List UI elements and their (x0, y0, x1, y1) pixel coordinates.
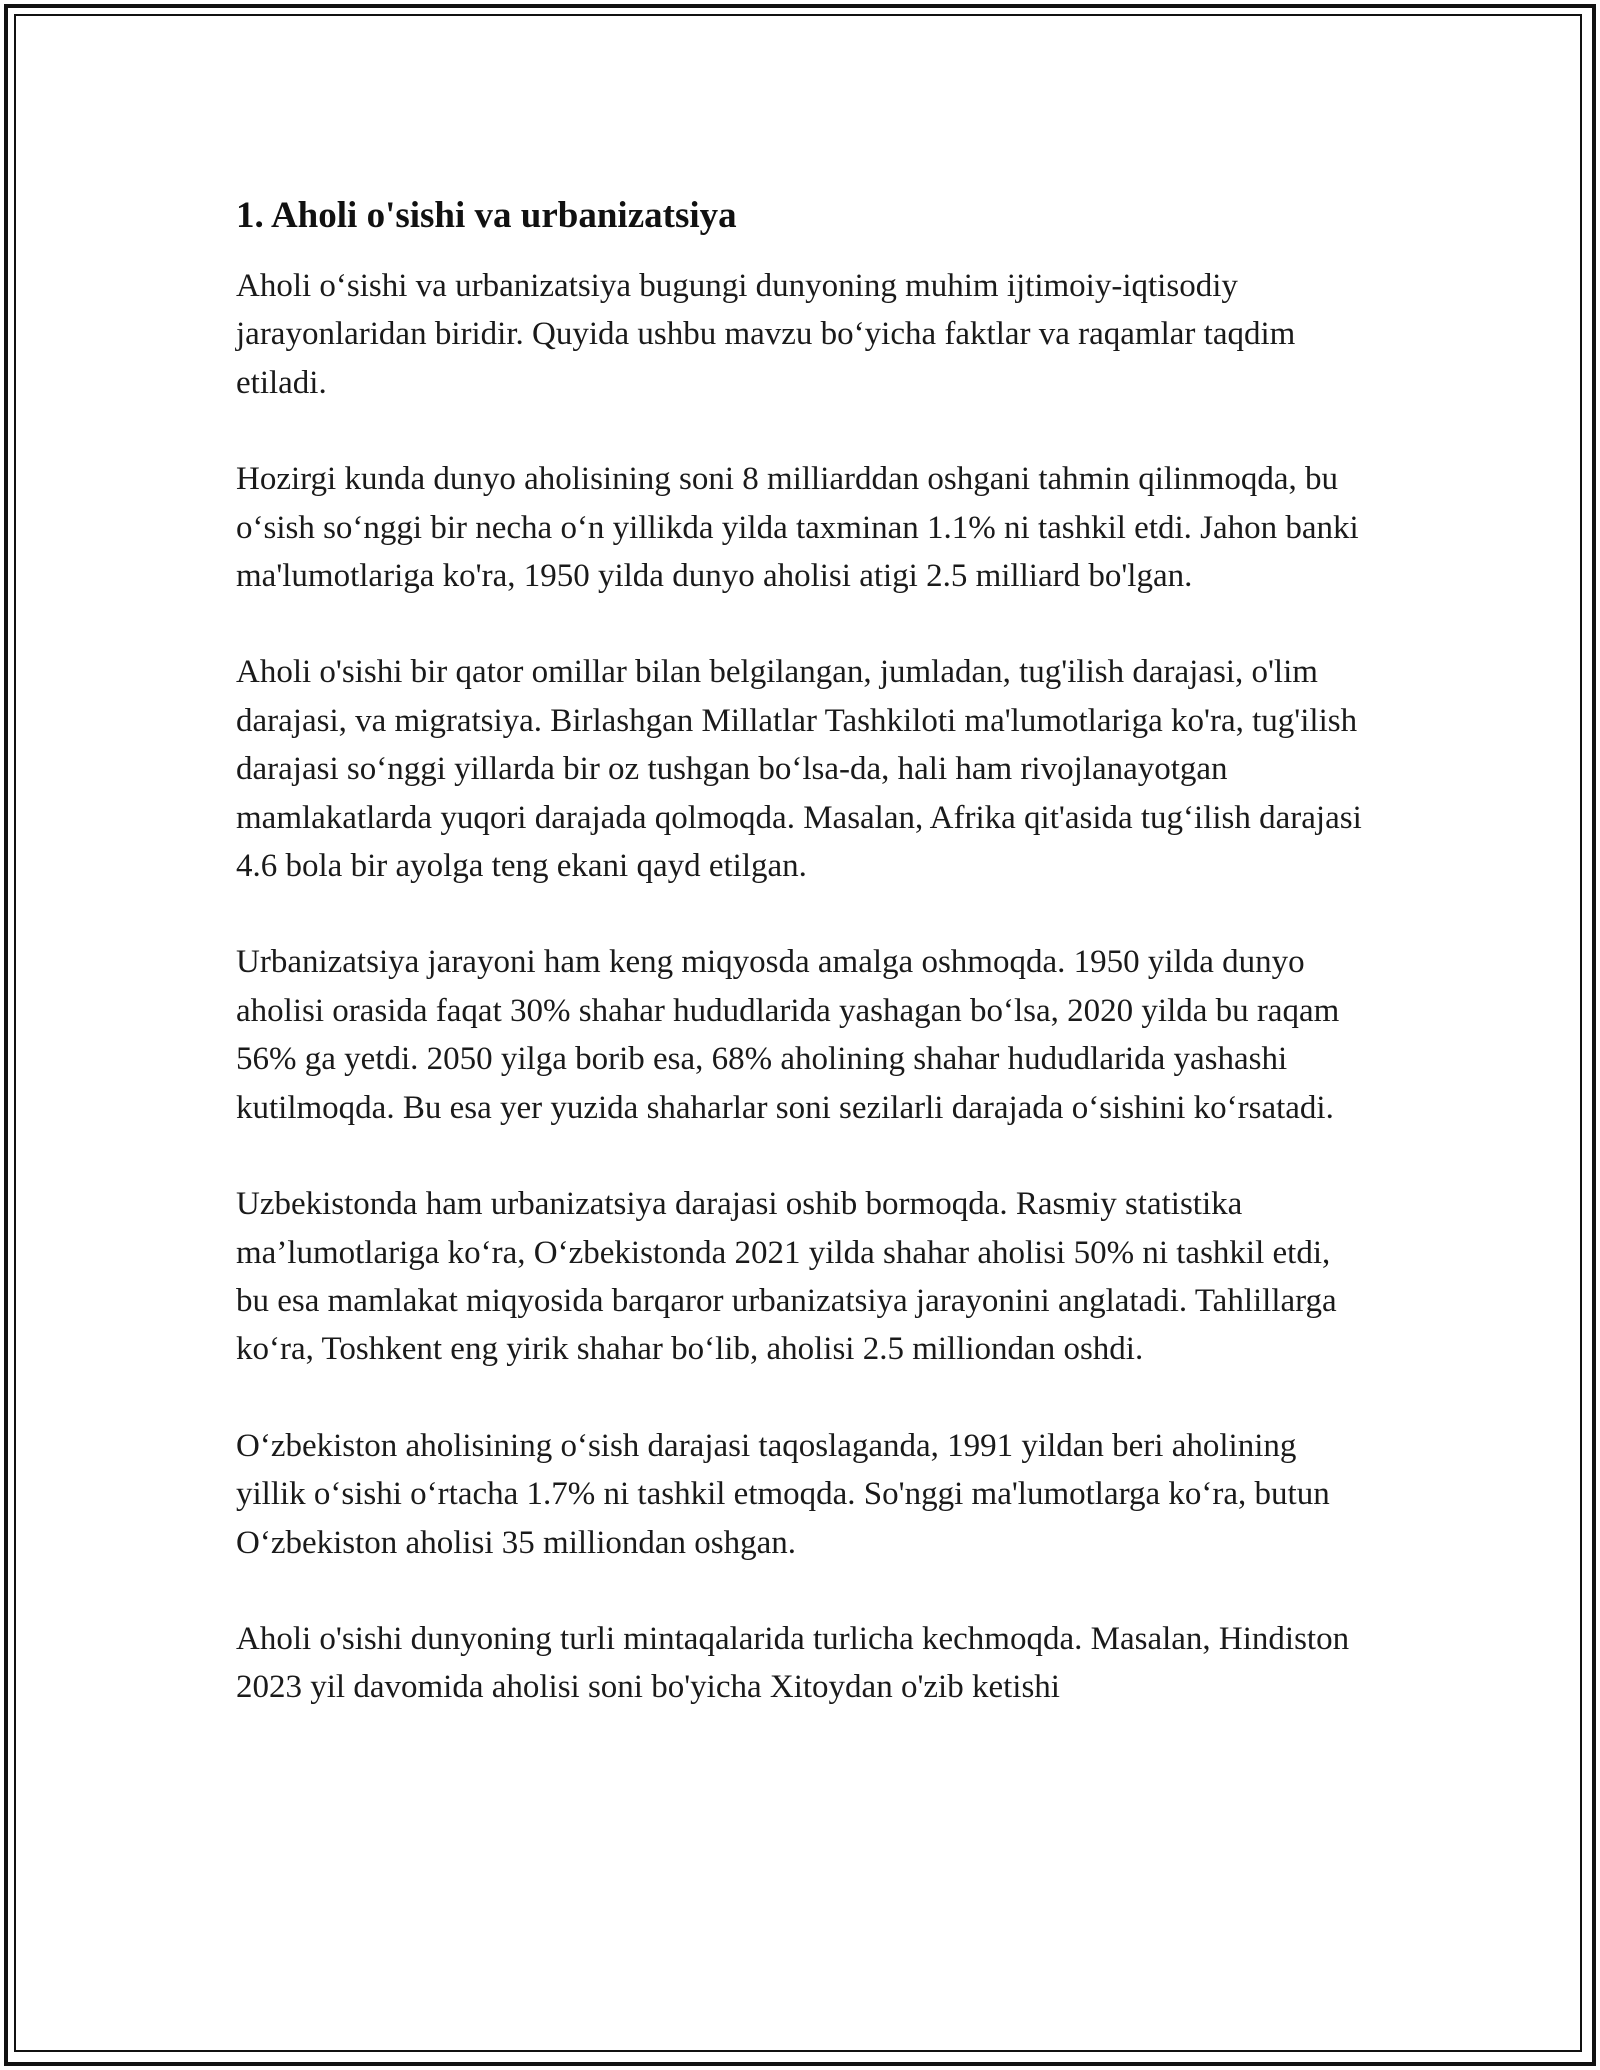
paragraph-uzbekistan-growth: O‘zbekiston aholisining o‘sish darajasi taqoslaganda, 1991 yildan beri aholining yillik o‘sishi o‘rtacha 1.7% ni tashkil etmoqda. So'nggi ma'lumotlarga ko‘ra, butun O‘zbekiston aholisi 35 milliondan oshgan. (236, 1427, 1330, 1561)
paragraph-urbanization: Urbanizatsiya jarayoni ham keng miqyosda amalga oshmoqda. 1950 yilda dunyo aholisi orasida faqat 30% shahar hududlarida yashagan bo‘lsa, 2020 yilda bu raqam 56% ga yetdi. 2050 yilga borib esa, 68% aholining shahar hududlarida yashashi kutilmoqda. Bu esa yer yuzida shaharlar soni sezilarli darajada o‘sishini ko‘rsatadi. (236, 944, 1340, 1126)
paragraph-regional-growth: Aholi o'sishi dunyoning turli mintaqalarida turlicha kechmoqda. Masalan, Hindiston 2023 yil davomida aholisi soni bo'yicha Xitoydan o'zib ketishi (236, 1620, 1350, 1706)
paragraph-growth-factors: Aholi o'sishi bir qator omillar bilan belgilangan, jumladan, tug'ilish darajasi, o'lim darajasi, va migratsiya. Birlashgan Millatlar Tashkiloti ma'lumotlariga ko'ra, tug'ilish darajasi so‘nggi yillarda bir oz tushgan bo‘lsa-da, hali ham rivojlanayotgan mamlakatlarda yuqori darajada qolmoqda. Masalan, Afrika qit'asida tug‘ilish darajasi 4.6 bola bir ayolga teng ekani qayd etilgan. (236, 654, 1362, 885)
paragraph-intro: Aholi o‘sishi va urbanizatsiya bugungi dunyoning muhim ijtimoiy-iqtisodiy jarayonlaridan biridir. Quyida ushbu mavzu bo‘yicha faktlar va raqamlar taqdim etiladi. (236, 268, 1296, 401)
paragraph-world-population: Hozirgi kunda dunyo aholisining soni 8 milliarddan oshgani tahmin qilinmoqda, bu o‘sish so‘nggi bir necha o‘n yillikda yilda taxminan 1.1% ni tashkil etdi. Jahon banki ma'lumotlariga ko'ra, 1950 yilda dunyo aholisi atigi 2.5 milliard bo'lgan. (236, 461, 1359, 595)
paragraph-uzbekistan-urbanization: Uzbekistonda ham urbanizatsiya darajasi oshib bormoqda. Rasmiy statistika ma’lumotlariga ko‘ra, O‘zbekistonda 2021 yilda shahar aholisi 50% ni tashkil etdi, bu esa mamlakat miqyosida barqaror urbanizatsiya jarayonini anglatadi. Tahlillarga ko‘ra, Toshkent eng yirik shahar bo‘lib, aholisi 2.5 milliondan oshdi. (236, 1186, 1337, 1368)
document-body (236, 192, 1366, 1760)
section-heading: 1. Aholi o'sishi va urbanizatsiya (236, 195, 737, 236)
